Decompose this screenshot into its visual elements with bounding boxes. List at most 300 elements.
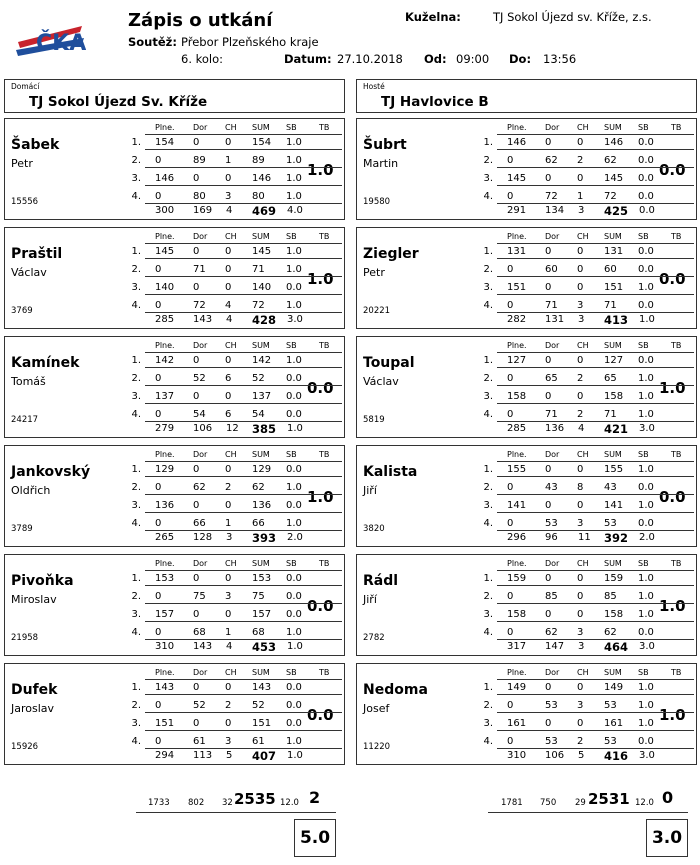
player-total-sum: 453 [252, 640, 277, 654]
player-first-name: Václav [363, 375, 399, 388]
round-cell: 157 [155, 609, 175, 620]
player-total-sum: 469 [252, 204, 277, 218]
round-cell: 0.0 [638, 627, 654, 638]
player-total-sum: 407 [252, 749, 277, 763]
round-cell: 0.0 [286, 591, 302, 602]
round-cell: 0.0 [286, 464, 302, 475]
round-cell: 0 [577, 682, 584, 693]
player-first-name: Petr [11, 157, 33, 170]
round-cell: 137 [252, 391, 272, 402]
round-cell: 0 [507, 191, 514, 202]
round-cell: 146 [252, 173, 272, 184]
round-cell: 53 [604, 518, 617, 529]
round-number: 3. [131, 718, 141, 729]
player-last-name: Kamínek [11, 355, 80, 371]
guest-sum-dor: 750 [540, 798, 557, 808]
player-total-cell: 2.0 [639, 532, 655, 543]
round-number: 2. [483, 591, 493, 602]
round-cell: 141 [604, 500, 624, 511]
round-cell: 0.0 [638, 355, 654, 366]
round-number: 2. [131, 264, 141, 275]
column-header: Plne. [155, 450, 175, 459]
round-cell: 71 [545, 409, 558, 420]
guest-player-card [356, 336, 697, 438]
round-cell: 129 [155, 464, 175, 475]
round-number: 2. [131, 155, 141, 166]
player-points: 1.0 [659, 706, 686, 724]
round-cell: 0 [577, 573, 584, 584]
column-header: SUM [604, 450, 622, 459]
row-rule [497, 203, 694, 204]
round-cell: 0 [225, 355, 232, 366]
round-cell: 0 [155, 409, 162, 420]
round-cell: 1.0 [638, 609, 654, 620]
round-cell: 0.0 [286, 682, 302, 693]
player-total-cell: 106 [193, 423, 213, 434]
od-value: 09:00 [456, 52, 490, 66]
round-cell: 0.0 [286, 500, 302, 511]
player-points: 1.0 [307, 161, 334, 179]
player-first-name: Jiří [363, 484, 377, 497]
soutez-value: Přebor Plzeňského kraje [181, 35, 319, 49]
round-cell: 1.0 [286, 246, 302, 257]
row-rule [497, 258, 694, 259]
round-cell: 0 [155, 700, 162, 711]
player-total-cell: 0.0 [639, 205, 655, 216]
round-cell: 60 [545, 264, 558, 275]
player-points: 1.0 [307, 270, 334, 288]
row-rule [497, 149, 694, 150]
player-first-name: Václav [11, 266, 47, 279]
player-total-cell: 4 [226, 314, 233, 325]
row-rule [145, 748, 342, 749]
column-header: Plne. [155, 559, 175, 568]
round-number: 4. [131, 627, 141, 638]
player-last-name: Šubrt [363, 137, 407, 153]
player-last-name: Jankovský [11, 464, 91, 480]
row-rule [145, 494, 342, 495]
row-rule [145, 258, 342, 259]
round-number: 2. [483, 155, 493, 166]
round-cell: 72 [193, 300, 206, 311]
player-total-cell: 1.0 [639, 314, 655, 325]
round-cell: 53 [604, 736, 617, 747]
column-header: TB [319, 232, 330, 241]
header-rule [145, 461, 342, 462]
player-total-sum: 385 [252, 422, 277, 436]
player-total-cell: 294 [155, 750, 175, 761]
column-header: SB [286, 559, 297, 568]
round-cell: 1 [577, 191, 584, 202]
header-rule [497, 243, 694, 244]
round-number: 1. [131, 246, 141, 257]
row-rule [497, 421, 694, 422]
round-number: 3. [483, 391, 493, 402]
player-last-name: Šabek [11, 137, 60, 153]
column-header: SB [286, 341, 297, 350]
logo-text: ČKA [36, 31, 86, 56]
round-cell: 0 [155, 155, 162, 166]
round-cell: 1.0 [638, 573, 654, 584]
round-cell: 151 [507, 282, 527, 293]
column-header: TB [671, 232, 682, 241]
round-cell: 0 [577, 264, 584, 275]
player-total-cell: 169 [193, 205, 213, 216]
player-first-name: Martin [363, 157, 399, 170]
column-header: SUM [604, 232, 622, 241]
round-cell: 3 [225, 736, 232, 747]
round-cell: 158 [604, 391, 624, 402]
round-cell: 75 [193, 591, 206, 602]
round-cell: 0 [225, 500, 232, 511]
player-total-cell: 134 [545, 205, 565, 216]
round-cell: 0 [577, 246, 584, 257]
player-total-cell: 279 [155, 423, 175, 434]
round-cell: 1.0 [638, 591, 654, 602]
player-total-cell: 285 [507, 423, 527, 434]
round-number: 2. [131, 700, 141, 711]
column-header: CH [225, 232, 237, 241]
round-cell: 0 [545, 173, 552, 184]
round-cell: 127 [507, 355, 527, 366]
round-number: 3. [131, 609, 141, 620]
player-registration: 3789 [11, 524, 33, 534]
player-points: 1.0 [659, 597, 686, 615]
round-cell: 0 [193, 282, 200, 293]
round-cell: 1.0 [286, 300, 302, 311]
round-cell: 0.0 [638, 264, 654, 275]
round-cell: 146 [155, 173, 175, 184]
round-number: 4. [483, 736, 493, 747]
row-rule [145, 367, 342, 368]
player-total-sum: 413 [604, 313, 629, 327]
home-sum-plne: 1733 [148, 798, 170, 808]
round-number: 4. [131, 300, 141, 311]
column-header: Plne. [507, 341, 527, 350]
column-header: Plne. [507, 450, 527, 459]
round-cell: 65 [545, 373, 558, 384]
round-number: 3. [483, 609, 493, 620]
round-cell: 149 [604, 682, 624, 693]
round-cell: 0 [507, 736, 514, 747]
round-cell: 154 [155, 137, 175, 148]
round-cell: 1.0 [638, 718, 654, 729]
round-cell: 1 [225, 518, 232, 529]
player-total-cell: 282 [507, 314, 527, 325]
round-number: 4. [483, 518, 493, 529]
guest-sum-ch: 29 [575, 798, 586, 808]
round-cell: 0 [193, 137, 200, 148]
column-header: TB [671, 559, 682, 568]
round-cell: 0 [577, 591, 584, 602]
round-cell: 62 [252, 482, 265, 493]
player-points: 0.0 [307, 379, 334, 397]
round-cell: 72 [252, 300, 265, 311]
player-total-cell: 143 [193, 641, 213, 652]
round-number: 3. [131, 500, 141, 511]
guest-player-card [356, 445, 697, 547]
column-header: CH [577, 341, 589, 350]
home-player-card [4, 554, 345, 656]
column-header: CH [577, 559, 589, 568]
round-number: 2. [483, 700, 493, 711]
column-header: SUM [604, 559, 622, 568]
round-cell: 0 [507, 264, 514, 275]
round-cell: 66 [252, 518, 265, 529]
round-cell: 0 [193, 573, 200, 584]
round-number: 4. [131, 409, 141, 420]
column-header: SUM [604, 123, 622, 132]
row-rule [145, 403, 342, 404]
round-cell: 43 [604, 482, 617, 493]
round-cell: 157 [252, 609, 272, 620]
round-cell: 153 [252, 573, 272, 584]
column-header: TB [319, 668, 330, 677]
home-sum-sb: 12.0 [280, 798, 299, 808]
player-last-name: Praštil [11, 246, 63, 262]
column-header: TB [319, 450, 330, 459]
round-number: 2. [483, 373, 493, 384]
round-cell: 136 [155, 500, 175, 511]
player-registration: 3769 [11, 306, 33, 316]
row-rule [145, 294, 342, 295]
round-cell: 53 [545, 736, 558, 747]
column-header: TB [671, 123, 682, 132]
player-total-cell: 128 [193, 532, 213, 543]
player-total-cell: 4 [226, 641, 233, 652]
round-cell: 158 [604, 609, 624, 620]
round-cell: 85 [604, 591, 617, 602]
guest-team-name: TJ Havlovice B [381, 94, 489, 110]
round-cell: 72 [604, 191, 617, 202]
round-cell: 52 [193, 373, 206, 384]
column-header: Dor [545, 123, 560, 132]
round-cell: 0 [225, 718, 232, 729]
player-last-name: Dufek [11, 682, 58, 698]
round-cell: 0 [225, 609, 232, 620]
round-cell: 53 [604, 700, 617, 711]
round-cell: 61 [252, 736, 265, 747]
row-rule [145, 712, 342, 713]
round-cell: 0 [225, 246, 232, 257]
round-cell: 62 [193, 482, 206, 493]
player-first-name: Jaroslav [11, 702, 55, 715]
round-number: 2. [131, 373, 141, 384]
round-cell: 1.0 [286, 355, 302, 366]
round-cell: 3 [225, 191, 232, 202]
player-total-sum: 421 [604, 422, 629, 436]
round-cell: 1 [225, 155, 232, 166]
round-cell: 143 [252, 682, 272, 693]
kuzelna-value: TJ Sokol Újezd sv. Kříže, z.s. [493, 10, 652, 24]
round-cell: 0 [155, 191, 162, 202]
column-header: CH [225, 450, 237, 459]
round-cell: 0 [545, 573, 552, 584]
round-cell: 0.0 [638, 482, 654, 493]
round-number: 4. [131, 191, 141, 202]
player-registration: 20221 [363, 306, 391, 316]
header-rule [145, 570, 342, 571]
row-rule [497, 621, 694, 622]
column-header: CH [225, 668, 237, 677]
round-cell: 62 [545, 627, 558, 638]
round-number: 4. [483, 191, 493, 202]
round-cell: 0 [545, 282, 552, 293]
column-header: Dor [193, 232, 208, 241]
round-cell: 159 [507, 573, 527, 584]
round-cell: 53 [545, 518, 558, 529]
column-header: Dor [545, 450, 560, 459]
home-player-card [4, 445, 345, 547]
column-header: SB [638, 668, 649, 677]
round-cell: 89 [193, 155, 206, 166]
round-cell: 0 [193, 391, 200, 402]
round-cell: 0 [577, 355, 584, 366]
round-cell: 0.0 [638, 137, 654, 148]
player-registration: 5819 [363, 415, 385, 425]
round-cell: 1.0 [286, 518, 302, 529]
column-header: Dor [545, 559, 560, 568]
column-header: Plne. [507, 123, 527, 132]
player-registration: 21958 [11, 633, 39, 643]
round-cell: 142 [252, 355, 272, 366]
round-cell: 0 [225, 137, 232, 148]
player-total-cell: 4 [578, 423, 585, 434]
column-header: Dor [193, 668, 208, 677]
row-rule [497, 294, 694, 295]
round-cell: 62 [604, 155, 617, 166]
round-cell: 6 [225, 409, 232, 420]
row-rule [145, 149, 342, 150]
home-player-card [4, 118, 345, 220]
player-total-sum: 425 [604, 204, 629, 218]
row-rule [497, 167, 694, 168]
round-number: 2. [131, 591, 141, 602]
column-header: SUM [252, 123, 270, 132]
player-total-cell: 317 [507, 641, 527, 652]
round-cell: 0.0 [638, 518, 654, 529]
round-cell: 0 [577, 718, 584, 729]
round-cell: 0 [193, 246, 200, 257]
player-registration: 2782 [363, 633, 385, 643]
round-cell: 0 [225, 464, 232, 475]
round-cell: 161 [604, 718, 624, 729]
row-rule [497, 748, 694, 749]
player-total-cell: 3.0 [639, 750, 655, 761]
round-number: 3. [483, 718, 493, 729]
home-player-card [4, 663, 345, 765]
round-cell: 0 [507, 482, 514, 493]
column-header: CH [577, 123, 589, 132]
round-cell: 0 [545, 609, 552, 620]
player-first-name: Oldřich [11, 484, 51, 497]
round-number: 4. [483, 627, 493, 638]
round-cell: 2 [577, 155, 584, 166]
round-cell: 0.0 [638, 736, 654, 747]
round-cell: 1.0 [286, 264, 302, 275]
round-cell: 3 [577, 300, 584, 311]
round-cell: 0 [545, 246, 552, 257]
column-header: Plne. [155, 341, 175, 350]
round-cell: 151 [155, 718, 175, 729]
round-cell: 8 [577, 482, 584, 493]
header-rule [145, 352, 342, 353]
round-cell: 159 [604, 573, 624, 584]
round-number: 3. [131, 391, 141, 402]
round-cell: 0 [155, 264, 162, 275]
player-total-cell: 143 [193, 314, 213, 325]
column-header: Plne. [507, 668, 527, 677]
column-header: Dor [193, 559, 208, 568]
round-cell: 151 [604, 282, 624, 293]
round-cell: 161 [507, 718, 527, 729]
guest-player-card [356, 554, 697, 656]
round-number: 2. [131, 482, 141, 493]
round-number: 3. [131, 173, 141, 184]
round-cell: 1.0 [286, 155, 302, 166]
row-rule [145, 621, 342, 622]
round-cell: 1.0 [638, 409, 654, 420]
home-team-box [4, 79, 345, 113]
round-number: 3. [483, 173, 493, 184]
round-cell: 0 [225, 264, 232, 275]
round-cell: 0 [225, 173, 232, 184]
home-player-card [4, 227, 345, 329]
round-cell: 71 [193, 264, 206, 275]
round-number: 1. [131, 137, 141, 148]
header-rule [145, 243, 342, 244]
row-rule [145, 385, 342, 386]
player-total-cell: 1.0 [287, 641, 303, 652]
round-cell: 1.0 [638, 700, 654, 711]
round-cell: 68 [193, 627, 206, 638]
player-total-cell: 113 [193, 750, 213, 761]
round-cell: 0 [193, 173, 200, 184]
row-rule [497, 367, 694, 368]
round-number: 1. [131, 464, 141, 475]
round-number: 4. [483, 409, 493, 420]
round-cell: 158 [507, 609, 527, 620]
round-cell: 0 [225, 391, 232, 402]
player-total-cell: 131 [545, 314, 565, 325]
player-total-cell: 5 [578, 750, 585, 761]
round-cell: 0 [577, 464, 584, 475]
player-total-cell: 3.0 [639, 423, 655, 434]
header-rule [145, 134, 342, 135]
round-cell: 0 [193, 682, 200, 693]
player-total-cell: 265 [155, 532, 175, 543]
round-cell: 0 [155, 627, 162, 638]
round-cell: 0.0 [286, 718, 302, 729]
round-cell: 0 [225, 282, 232, 293]
column-header: CH [225, 341, 237, 350]
round-cell: 0 [545, 464, 552, 475]
column-header: CH [225, 123, 237, 132]
player-total-cell: 3.0 [639, 641, 655, 652]
round-cell: 153 [155, 573, 175, 584]
guest-sum-plne: 1781 [501, 798, 523, 808]
player-registration: 15926 [11, 742, 39, 752]
player-points: 0.0 [659, 488, 686, 506]
round-number: 4. [131, 736, 141, 747]
column-header: TB [319, 341, 330, 350]
round-cell: 0.0 [286, 391, 302, 402]
row-rule [497, 730, 694, 731]
round-cell: 0 [577, 391, 584, 402]
player-registration: 11220 [363, 742, 391, 752]
guest-sum-sb: 12.0 [635, 798, 654, 808]
round-cell: 2 [577, 373, 584, 384]
